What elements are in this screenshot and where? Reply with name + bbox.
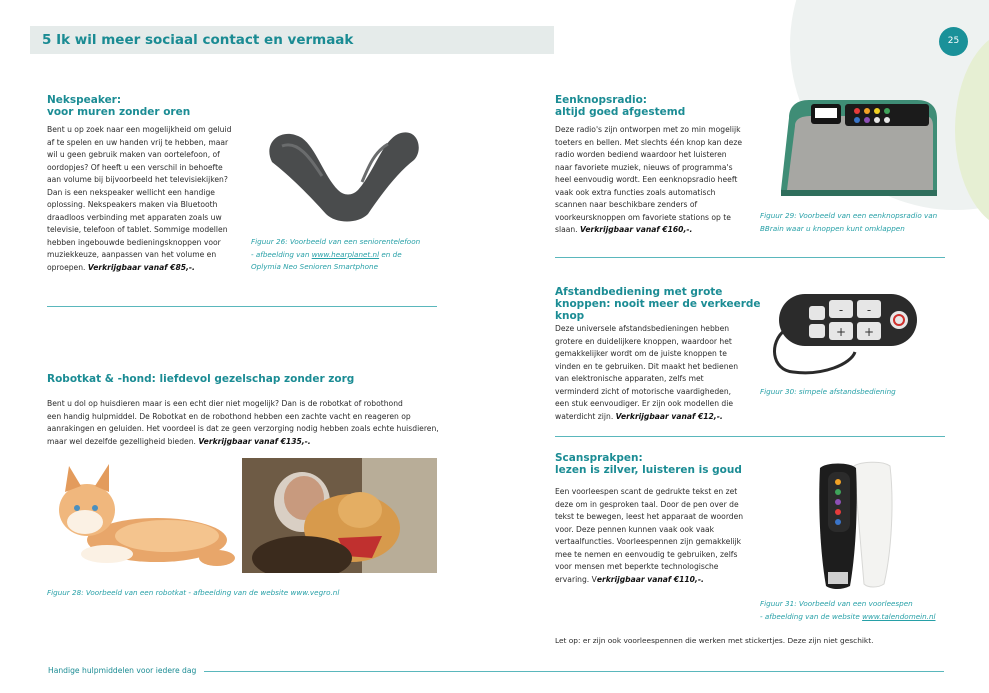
body-text: ervaring. V [555, 574, 597, 584]
body-line: grotere en duidelijkere knoppen, waardoor het [555, 336, 732, 346]
body-line: gemakkelijker wordt om de juiste knoppen te [555, 349, 727, 358]
robot-cat-image [47, 458, 237, 573]
radio-heading [555, 94, 685, 118]
footer-rule [204, 671, 944, 672]
body-line-last [555, 574, 755, 587]
body-line-last [47, 436, 447, 449]
caption-text: - afbeelding van [251, 249, 312, 259]
footer-text: Handige hulpmiddelen voor iedere dag [48, 666, 197, 675]
section-divider [555, 257, 945, 258]
price-label: erkrijgbaar vanaf €110,-. [596, 574, 704, 584]
scanpen-heading-line2: lezen is zilver, luisteren is goud [555, 464, 742, 476]
scanpen-heading-line1: Scansprakpen: [555, 452, 643, 464]
remote-button-label: + [863, 325, 875, 339]
body-line: wil u geen gebruik maken van oortelefoon, of [47, 150, 220, 159]
neck-speaker-image [258, 124, 428, 224]
body-line: een handig hulpmiddel. De Robotkat en de robothond hebben een zachte vacht en reageren op [47, 411, 411, 421]
price-label: Verkrijgbaar vanaf €12,-. [615, 411, 723, 421]
price-label: Verkrijgbaar vanaf €135,-. [198, 436, 311, 446]
radio-body [555, 124, 755, 237]
figure-29-caption [760, 210, 960, 235]
body-line: aan volume bij bijvoorbeeld het televisiekijken? [47, 175, 228, 184]
body-line: een stuk eenvoudiger. Er zijn ook modellen die [555, 399, 734, 408]
body-line: toeters en bellen. Met slechts één knop kan deze [555, 137, 743, 147]
body-text: oproepen. [47, 262, 86, 272]
hearplanet-link[interactable]: www.hearplanet.nl [311, 249, 380, 259]
body-line: muziekkeuze, aanpassen van het volume en [47, 250, 217, 259]
body-line: voorkeursknoppen om favoriete stations op te [555, 212, 731, 222]
neckspeaker-heading-line2: voor muren zonder oren [47, 106, 191, 118]
body-line: tekst te bewegen, leest het apparaat de woorden [555, 512, 744, 521]
price-label: Verkrijgbaar vanaf €85,-. [87, 262, 195, 272]
body-line: verminderd zicht of motorische vaardigheden, [555, 386, 732, 396]
remote-heading-line1: Afstandbediening met grote [555, 286, 723, 298]
caption-line: Oplymia Neo Senioren Smartphone [251, 262, 379, 271]
large-button-remote-image [765, 292, 920, 382]
body-line: mee te nemen en eenvoudig te gebruiken, zelfs [555, 549, 738, 559]
body-line: Dan is een nekspeaker wellicht een handige [47, 187, 215, 197]
figure-28-caption: Figuur 28: Voorbeeld van een robotkat - afbeelding van de website www.vegro.nl [47, 588, 340, 597]
caption-line [760, 611, 960, 624]
caption-line [251, 249, 441, 262]
figure-26-caption [251, 236, 441, 274]
body-line: Bent u dol op huisdieren maar is een echt dier niet mogelijk? Dan is de robotkat of robothond [47, 399, 403, 408]
body-line: naar favoriete muziek, nieuws of programma's [555, 162, 733, 172]
chapter-header-bar [30, 26, 554, 54]
robot-dog-photo [242, 458, 437, 573]
neckspeaker-heading [47, 94, 190, 118]
body-line: hebben ingebouwde bedieningsknoppen voor [47, 237, 221, 247]
remote-button-label: - [866, 303, 872, 317]
body-line: voor mensen met beperkte technologische [555, 562, 719, 571]
remote-button-label: + [835, 325, 847, 339]
scan-pen-image [810, 460, 900, 590]
body-line: Deze universele afstandsbedieningen hebben [555, 324, 730, 333]
figure-31-caption [760, 598, 960, 623]
body-line: radio worden bediend waardoor het luisteren [555, 150, 727, 159]
body-line: heel eenvoudig wordt. Een eenknopsradio heeft [555, 175, 738, 184]
section-divider [47, 306, 437, 307]
remote-heading [555, 286, 761, 322]
neckspeaker-heading-line1: Nekspeaker: [47, 94, 122, 106]
body-line: oplossing. Nekspeakers maken via Bluetooth [47, 200, 218, 209]
neckspeaker-body [47, 124, 262, 274]
body-text: maar wel dezelfde gezelligheid bieden. [47, 436, 196, 446]
page-number-badge: 25 [939, 27, 968, 56]
body-line: vaak ook extra functies zoals automatisch [555, 187, 716, 197]
body-line: draadloos verbinding met apparaten zoals uw [47, 212, 222, 222]
body-line-last [555, 411, 755, 424]
talendomein-link[interactable]: www.talendomein.nl [862, 611, 936, 621]
body-line: Een voorleespen scant de gedrukte tekst en zet [555, 487, 738, 496]
body-line: vertaalfuncties. Voorleespennen zijn gemakkelijk [555, 537, 742, 546]
remote-heading-line3: knop [555, 310, 585, 322]
chapter-title: 5 Ik wil meer sociaal contact en vermaak [42, 32, 354, 48]
caption-text: en de [379, 249, 402, 259]
section-divider [555, 436, 945, 437]
radio-heading-line2: altijd goed afgestemd [555, 106, 686, 118]
robotcat-body [47, 398, 447, 448]
body-line: televisie, telefoon of tablet. Sommige modellen [47, 225, 228, 234]
price-label: Verkrijgbaar vanaf €160,-. [580, 225, 693, 234]
remote-button-label: - [838, 303, 844, 317]
body-line: vinden en te gebruiken. Dit maakt het bedienen [555, 361, 739, 371]
remote-body [555, 323, 755, 423]
body-text: waterdicht zijn. [555, 411, 614, 421]
body-line: aanrakingen en geluiden. Het voordeel is dat ze geen verzorging nodig hebben zoals echte huisdieren, [47, 424, 439, 433]
body-line: af te spelen en uw handen vrij te hebben, maar [47, 137, 229, 147]
body-line: oordopjes? Of heeft u een verschil in behoefte [47, 162, 223, 172]
body-line-last [555, 224, 755, 237]
body-line: Bent u op zoek naar een mogelijkheid om geluid [47, 125, 232, 134]
remote-heading-line2: knoppen: nooit meer de verkeerde [555, 298, 761, 310]
caption-line: Figuur 29: Voorbeeld van een eenknopsradio van [760, 211, 938, 220]
body-line: voor. Deze pennen kunnen vaak ook vaak [555, 524, 715, 534]
scanpen-heading [555, 452, 742, 476]
body-line: scannen naar beschikbare zenders of [555, 200, 698, 209]
body-line: van elektronische apparaten, zelfs met [555, 374, 704, 383]
scanpen-body [555, 486, 755, 586]
robotcat-heading: Robotkat & -hond: liefdevol gezelschap zonder zorg [47, 373, 355, 385]
body-text: slaan. [555, 225, 578, 234]
one-button-radio-image [775, 96, 945, 200]
note-text: Let op: er zijn ook voorleespennen die werken met stickertjes. Deze zijn niet geschikt. [555, 636, 874, 645]
caption-line: Figuur 26: Voorbeeld van een seniorentelefoon [251, 237, 421, 246]
body-line: Deze radio's zijn ontworpen met zo min mogelijk [555, 125, 741, 134]
caption-text: - afbeelding van de website [760, 611, 863, 621]
figure-30-caption: Figuur 30: simpele afstandsbediening [760, 387, 896, 396]
caption-line: Figuur 31: Voorbeeld van een voorleespen [760, 599, 913, 608]
caption-line: BBrain waar u knoppen kunt omklappen [760, 223, 905, 233]
body-line: deze om in gesproken taal. Door de pen over de [555, 499, 739, 509]
body-line-last [47, 262, 262, 275]
radio-heading-line1: Eenknopsradio: [555, 94, 647, 106]
